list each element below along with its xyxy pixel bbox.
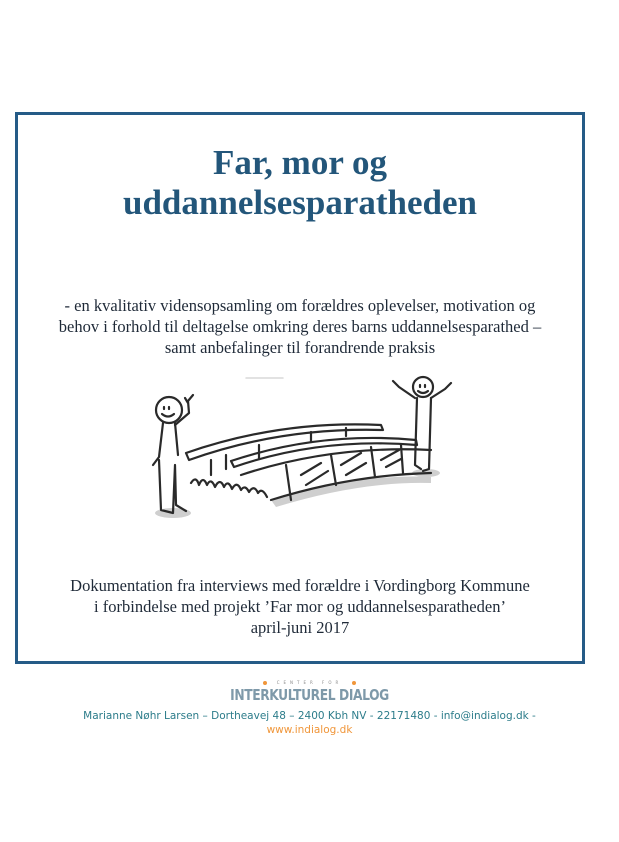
logo-dot-right-icon bbox=[352, 681, 356, 685]
logo-dot-left-icon bbox=[263, 681, 267, 685]
logo-tagline: CENTER FOR bbox=[0, 680, 619, 686]
title-line-1: Far, mor og bbox=[212, 143, 387, 182]
info-line-2: i forbindelse med projekt ’Far mor og uddannelsesparatheden’ bbox=[94, 597, 506, 616]
contact-info bbox=[0, 709, 619, 737]
title-line-2: uddannelsesparatheden bbox=[123, 183, 477, 222]
bridge-icon bbox=[186, 424, 431, 500]
subtitle-line-3: samt anbefalinger til forandrende praksis bbox=[164, 338, 436, 357]
document-subtitle bbox=[28, 295, 572, 358]
bridge-illustration bbox=[131, 365, 471, 535]
subtitle-line-1: - en kvalitativ vidensopsamling om forældres oplevelser, motivation og bbox=[64, 296, 536, 315]
logo-wordmark: INTERKULTUREL DIALOG bbox=[230, 686, 389, 704]
cover-frame bbox=[15, 112, 585, 664]
documentation-info bbox=[18, 575, 582, 638]
info-line-1: Dokumentation fra interviews med forældre i Vordingborg Kommune bbox=[70, 576, 530, 595]
document-title bbox=[18, 143, 582, 223]
contact-line: Marianne Nøhr Larsen – Dortheavej 48 – 2400 Kbh NV - 22171480 - info@indialog.dk - bbox=[83, 710, 536, 722]
info-line-3: april-juni 2017 bbox=[250, 618, 350, 637]
center-logo bbox=[0, 680, 619, 704]
website-link[interactable]: www.indialog.dk bbox=[266, 724, 353, 736]
subtitle-line-2: behov i forhold til deltagelse omkring deres barns uddannelsesparathed – bbox=[58, 317, 542, 336]
